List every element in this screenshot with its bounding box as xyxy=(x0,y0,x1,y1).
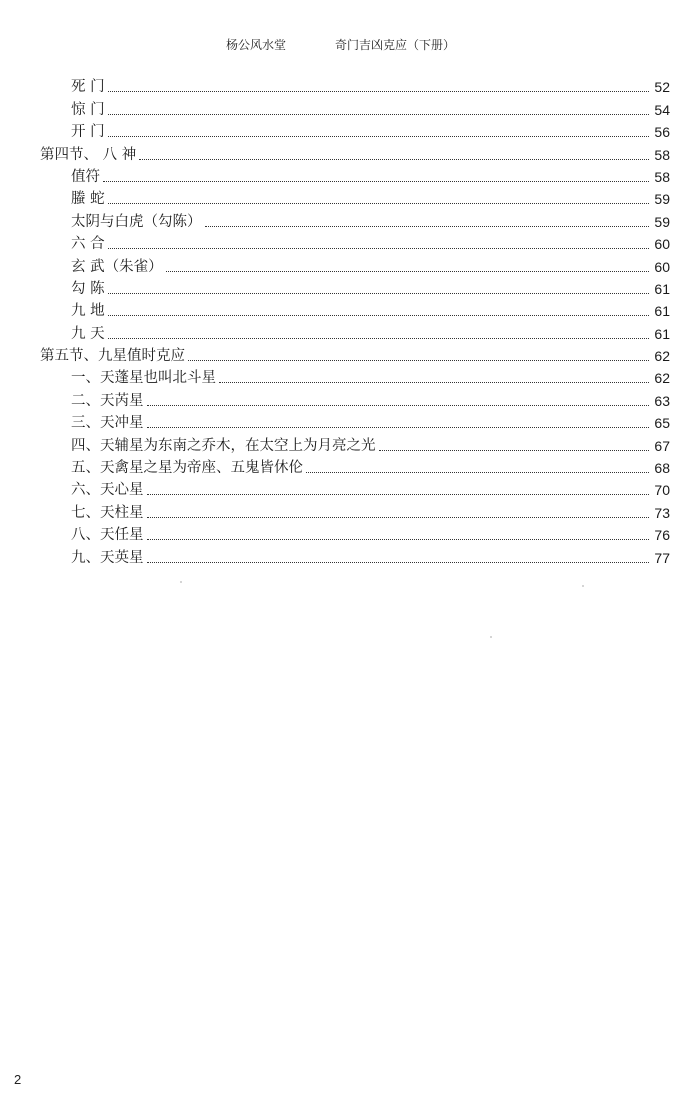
toc-entry[interactable] xyxy=(40,277,670,299)
toc-entry-page: 68 xyxy=(654,460,670,477)
toc-entry[interactable] xyxy=(40,165,670,187)
toc-entry[interactable] xyxy=(40,478,670,500)
dot-leader xyxy=(108,91,649,92)
toc-entry-title: 二、天芮星 xyxy=(71,392,144,409)
scan-speck xyxy=(180,581,182,583)
toc-entry[interactable] xyxy=(40,411,670,433)
scan-speck xyxy=(490,636,492,638)
toc-entry-page: 63 xyxy=(654,392,670,409)
dot-leader xyxy=(147,405,650,406)
page-number: 2 xyxy=(14,1072,22,1087)
toc-entry-title: 五、天禽星之星为帝座、五鬼皆休伦 xyxy=(71,460,303,477)
dot-leader xyxy=(108,248,649,249)
dot-leader xyxy=(108,203,649,204)
dot-leader xyxy=(139,159,649,160)
dot-leader xyxy=(188,360,649,361)
toc-entry-page: 60 xyxy=(654,236,670,253)
toc-entry-page: 76 xyxy=(654,527,670,544)
dot-leader xyxy=(147,517,650,518)
toc-entry[interactable] xyxy=(40,232,670,254)
toc-entry-page: 67 xyxy=(654,437,670,454)
dot-leader xyxy=(147,562,650,563)
table-of-contents xyxy=(40,75,670,568)
toc-section-entry[interactable] xyxy=(40,344,670,366)
toc-entry[interactable] xyxy=(40,523,670,545)
toc-entry-title: 一、天蓬星也叫北斗星 xyxy=(71,370,216,387)
toc-entry-title: 九 地 xyxy=(71,303,105,320)
dot-leader xyxy=(108,136,649,137)
toc-entry-page: 59 xyxy=(654,191,670,208)
toc-entry-page: 60 xyxy=(654,258,670,275)
toc-entry-page: 61 xyxy=(654,280,670,297)
toc-entry[interactable] xyxy=(40,209,670,231)
toc-entry-title: 太阴与白虎（勾陈） xyxy=(71,213,202,230)
toc-entry-page: 77 xyxy=(654,549,670,566)
toc-entry[interactable] xyxy=(40,500,670,522)
toc-entry-page: 58 xyxy=(654,146,670,163)
dot-leader xyxy=(147,539,650,540)
toc-entry-page: 61 xyxy=(654,303,670,320)
toc-entry-page: 61 xyxy=(654,325,670,342)
dot-leader xyxy=(108,338,649,339)
toc-entry-title: 九 天 xyxy=(71,325,105,342)
toc-entry-page: 62 xyxy=(654,370,670,387)
toc-entry-title: 螣 蛇 xyxy=(71,191,105,208)
toc-entry[interactable] xyxy=(40,187,670,209)
dot-leader xyxy=(219,382,649,383)
toc-entry-page: 54 xyxy=(654,101,670,118)
toc-entry-page: 58 xyxy=(654,168,670,185)
dot-leader xyxy=(379,450,650,451)
toc-entry[interactable] xyxy=(40,120,670,142)
toc-entry-page: 56 xyxy=(654,124,670,141)
running-header xyxy=(0,36,700,56)
toc-entry[interactable] xyxy=(40,321,670,343)
dot-leader xyxy=(166,271,649,272)
dot-leader xyxy=(147,427,650,428)
toc-entry[interactable] xyxy=(40,388,670,410)
toc-entry-title: 三、天冲星 xyxy=(71,415,144,432)
toc-entry-page: 62 xyxy=(654,348,670,365)
toc-entry-title: 九、天英星 xyxy=(71,549,144,566)
dot-leader xyxy=(103,181,649,182)
toc-entry[interactable] xyxy=(40,299,670,321)
toc-entry-title: 玄 武（朱雀） xyxy=(71,258,163,275)
toc-entry-page: 59 xyxy=(654,213,670,230)
toc-entry[interactable] xyxy=(40,433,670,455)
toc-entry-title: 值符 xyxy=(71,168,100,185)
toc-entry-title: 第四节、 八 神 xyxy=(40,146,137,163)
toc-entry-title: 四、天辅星为东南之乔木，在太空上为月亮之光 xyxy=(71,437,376,454)
header-book-title: 奇门吉凶克应（下册） xyxy=(335,38,456,52)
toc-entry-title: 死 门 xyxy=(71,79,105,96)
toc-entry[interactable] xyxy=(40,545,670,567)
toc-entry[interactable] xyxy=(40,456,670,478)
dot-leader xyxy=(108,315,649,316)
toc-entry-title: 八、天任星 xyxy=(71,527,144,544)
toc-entry-page: 65 xyxy=(654,415,670,432)
toc-entry-title: 七、天柱星 xyxy=(71,504,144,521)
toc-entry[interactable] xyxy=(40,75,670,97)
toc-entry-page: 70 xyxy=(654,482,670,499)
toc-entry-title: 第五节、九星值时克应 xyxy=(40,348,185,365)
toc-entry-page: 73 xyxy=(654,504,670,521)
dot-leader xyxy=(147,494,650,495)
scan-speck xyxy=(582,585,584,587)
toc-section-entry[interactable] xyxy=(40,142,670,164)
toc-entry-title: 开 门 xyxy=(71,124,105,141)
toc-entry-title: 惊 门 xyxy=(71,101,105,118)
toc-entry-title: 六 合 xyxy=(71,236,105,253)
toc-entry[interactable] xyxy=(40,97,670,119)
header-publisher: 杨公风水堂 xyxy=(226,38,287,52)
toc-entry-page: 52 xyxy=(654,79,670,96)
toc-entry[interactable] xyxy=(40,366,670,388)
dot-leader xyxy=(108,114,649,115)
toc-entry-title: 勾 陈 xyxy=(71,280,105,297)
dot-leader xyxy=(205,226,650,227)
dot-leader xyxy=(306,472,649,473)
dot-leader xyxy=(108,293,649,294)
toc-entry[interactable] xyxy=(40,254,670,276)
toc-entry-title: 六、天心星 xyxy=(71,482,144,499)
